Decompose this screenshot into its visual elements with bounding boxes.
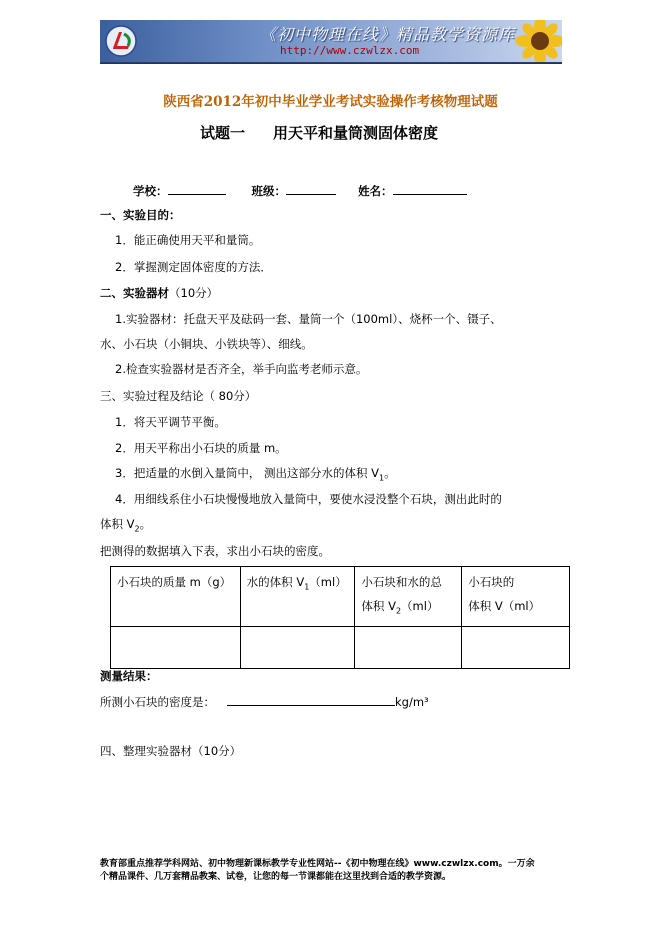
- result-row: [100, 693, 429, 710]
- section-1-item-2: 2．掌握测定固体密度的方法．: [115, 260, 272, 274]
- table-header-total-volume: 小石块和水的总 体积 $V_2(ml)$: [355, 567, 462, 627]
- footer-line-1: 教育部重点推荐学科网站、初中物理新课标教学专业性网站--《初中物理在线》www.czwlzx.com。一万余: [100, 859, 535, 869]
- density-field[interactable]: [227, 693, 395, 706]
- section-3-heading: 三、实验过程及结论（ 80分）: [100, 389, 257, 403]
- footer: [100, 858, 570, 884]
- table-cell-total-volume[interactable]: [355, 627, 462, 669]
- school-label: 学校：: [133, 184, 168, 198]
- student-info-row: [133, 182, 467, 199]
- footer-line-2: 个精品课件、几万套精品教案、试卷，让您的每一节课都能在这里找到合适的教学资源。: [100, 872, 452, 882]
- document-title: 陕西省2012年初中毕业学业考试实验操作考核物理试题: [163, 94, 498, 110]
- test-subject: 用天平和量筒测固体密度: [273, 124, 439, 142]
- step-4-text: 体积 V: [100, 517, 135, 531]
- banner-title: 《初中物理在线》精品教学资源库: [260, 25, 516, 44]
- section-4-heading: 四、整理实验器材（10分）: [100, 744, 242, 758]
- step-4-subscript: 2: [134, 524, 140, 534]
- name-label: 姓名：: [358, 184, 393, 198]
- name-field[interactable]: [393, 182, 467, 195]
- test-title: [200, 122, 438, 143]
- section-3-step-1: 1．将天平调节平衡。: [115, 415, 226, 429]
- banner-url[interactable]: http://www.czwlzx.com: [280, 44, 420, 57]
- density-unit: kg/m³: [395, 695, 429, 709]
- section-2-title: 二、实验器材: [100, 286, 169, 300]
- table-row: [111, 627, 570, 669]
- data-table: [110, 566, 570, 669]
- header-rule: [100, 63, 562, 64]
- table-header-mass: 小石块的质量 m（g）: [111, 567, 241, 627]
- section-3-step-2: 2．用天平称出小石块的质量 m。: [115, 441, 287, 455]
- table-cell-mass[interactable]: [111, 627, 241, 669]
- class-label: 班级：: [251, 184, 287, 198]
- section-2-item-2: 2.检查实验器材是否齐全，举手向监考老师示意。: [115, 362, 368, 376]
- table-header-row: [111, 567, 570, 627]
- table-header-water-volume: 水的体积 $V_1(ml)$: [240, 567, 355, 627]
- school-field[interactable]: [168, 182, 226, 195]
- section-2-item-1b: 水、小石块（小铜块、小铁块等）、细线。: [100, 337, 313, 351]
- site-logo-icon: [104, 24, 138, 58]
- table-cell-stone-volume[interactable]: [462, 627, 570, 669]
- section-3-instruction: 把测得的数据填入下表，求出小石块的密度。: [100, 544, 330, 558]
- header-banner: [100, 20, 562, 63]
- section-1-item-1: 1．能正确使用天平和量筒。: [115, 233, 261, 247]
- table-header-stone-volume: 小石块的 体积 V（ml）: [462, 567, 570, 627]
- class-field[interactable]: [286, 182, 336, 195]
- test-number: 试题一: [200, 124, 246, 142]
- section-2-score: （10分）: [169, 286, 219, 300]
- step-3-subscript: 1: [379, 473, 385, 483]
- sunflower-icon: [510, 20, 562, 63]
- density-label: 所测小石块的密度是：: [100, 695, 215, 709]
- step-3-text: 3．把适量的水倒入量筒中， 测出这部分水的体积 V: [115, 466, 379, 480]
- step-3-end: 。: [384, 466, 396, 480]
- table-cell-water-volume[interactable]: [240, 627, 355, 669]
- section-3-step-4a: 4．用细线系住小石块慢慢地放入量筒中，要使水浸没整个石块，测出此时的: [115, 492, 502, 506]
- section-1-heading: 一、实验目的：: [100, 208, 181, 222]
- section-3-step-4b: [100, 516, 151, 537]
- section-2-heading: [100, 285, 218, 301]
- section-2-item-1a: 1.实验器材：托盘天平及砝码一套、量筒一个（100ml）、烧杯一个、镊子、: [115, 312, 502, 326]
- step-4-end: 。: [139, 517, 152, 531]
- section-3-step-3: [115, 465, 396, 486]
- result-heading: 测量结果：: [100, 669, 158, 683]
